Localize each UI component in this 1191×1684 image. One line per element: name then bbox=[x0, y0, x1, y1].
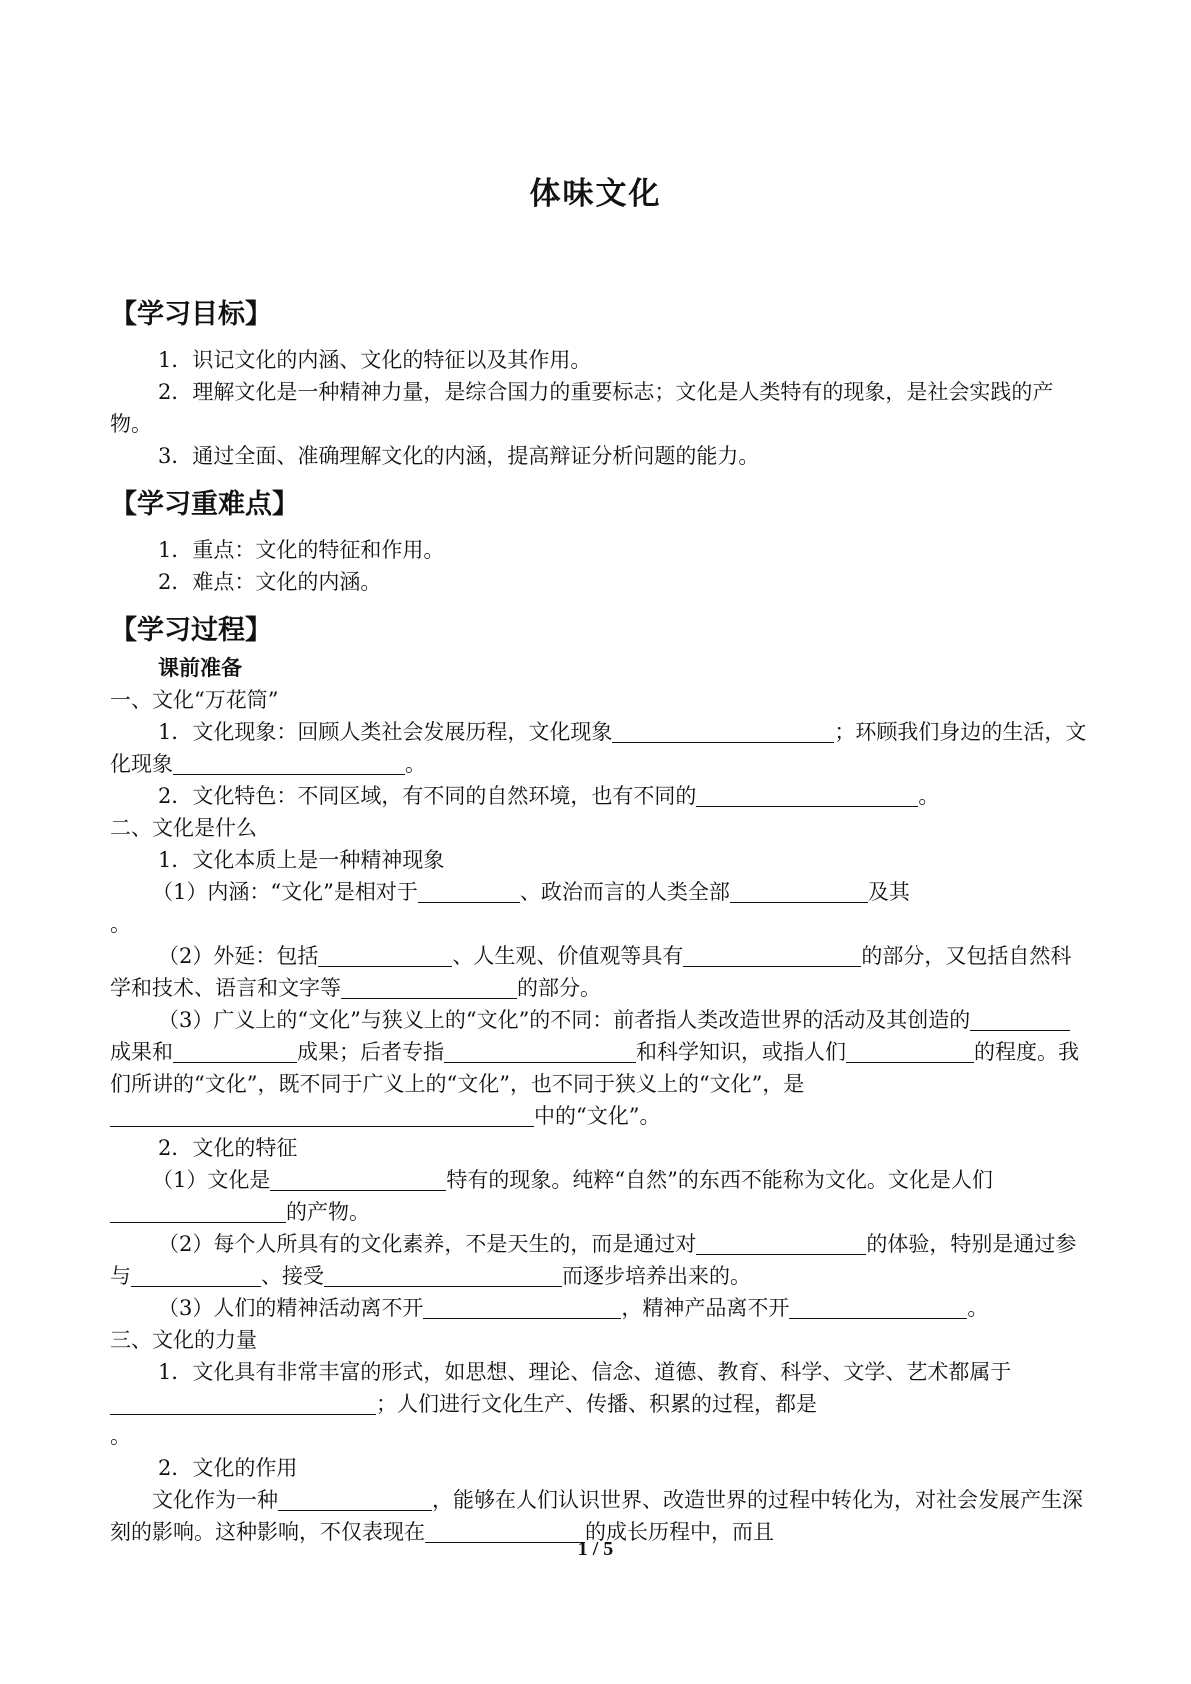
goal-item: 1．识记文化的内涵、文化的特征以及其作用。 bbox=[158, 348, 592, 372]
answer-blank[interactable] bbox=[846, 1040, 974, 1063]
section-title: 三、文化的力量 bbox=[110, 1328, 257, 1352]
fill-in-paragraph: （1）内涵：“文化”是相对于 、政治而言的人类全部 及其 。 bbox=[110, 880, 910, 936]
fill-in-paragraph: （2）外延：包括 、人生观、价值观等具有 的部分，又包括自然科学和技术、语言和文字等 的部分。 bbox=[110, 944, 1072, 1000]
answer-blank[interactable] bbox=[423, 1296, 621, 1319]
answer-blank[interactable] bbox=[110, 1200, 286, 1223]
subsection-title: 2．文化的作用 bbox=[158, 1456, 298, 1480]
subsection-title: 2．文化的特征 bbox=[158, 1136, 298, 1160]
fill-in-paragraph: （1）文化是 特有的现象。纯粹“自然”的东西不能称为文化。文化是人们的产物。 bbox=[110, 1164, 1090, 1228]
answer-blank[interactable] bbox=[110, 1104, 534, 1127]
answer-blank[interactable] bbox=[612, 720, 834, 743]
answer-blank[interactable] bbox=[110, 1392, 376, 1415]
fill-in-paragraph: （2）每个人所具有的文化素养，不是天生的，而是通过对 的体验，特别是通过参与 、接受 而逐步培养出来的。 bbox=[110, 1232, 1077, 1288]
answer-blank[interactable] bbox=[418, 880, 520, 903]
answer-blank[interactable] bbox=[318, 944, 452, 967]
answer-blank[interactable] bbox=[696, 1232, 866, 1255]
answer-blank[interactable] bbox=[278, 1488, 432, 1511]
answer-blank[interactable] bbox=[341, 976, 517, 999]
document-body bbox=[110, 294, 1090, 1548]
answer-blank[interactable] bbox=[324, 1264, 562, 1287]
answer-blank[interactable] bbox=[730, 880, 868, 903]
answer-blank[interactable] bbox=[131, 1264, 261, 1287]
goal-item: 2．理解文化是一种精神力量，是综合国力的重要标志；文化是人类特有的现象，是社会实践的产物。 bbox=[110, 380, 1054, 436]
answer-blank[interactable] bbox=[789, 1296, 967, 1319]
answer-blank[interactable] bbox=[683, 944, 861, 967]
answer-blank[interactable] bbox=[444, 1040, 636, 1063]
fill-in-paragraph: （3）广义上的“文化”与狭义上的“文化”的不同：前者指人类改造世界的活动及其创造的成果和 成果；后者专指 和科学知识，或指人们 的程度。我们所讲的“文化”，既不同于广义上的“文化”，也不同于狭义上的“文化”，是中的“文化”。 bbox=[110, 1008, 1079, 1128]
heading-learning-goals: 【学习目标】 bbox=[110, 299, 272, 330]
page-title: 体味文化 bbox=[529, 176, 662, 212]
subsection-title: 1．文化本质上是一种精神现象 bbox=[158, 848, 445, 872]
fill-in-paragraph: 2．文化特色：不同区域，有不同的自然环境，也有不同的 。 bbox=[158, 784, 940, 808]
section-title: 一、文化“万花筒” bbox=[110, 688, 279, 712]
answer-blank[interactable] bbox=[173, 1040, 297, 1063]
answer-blank[interactable] bbox=[270, 1168, 446, 1191]
fill-in-paragraph: 文化作为一种 ，能够在人们认识世界、改造世界的过程中转化为，对社会发展产生深刻的影响。这种影响，不仅表现在 的成长历程中，而且 bbox=[110, 1488, 1083, 1544]
answer-blank[interactable] bbox=[696, 784, 918, 807]
key-point-item: 2．难点：文化的内涵。 bbox=[158, 570, 382, 594]
page-number-footer: 1 / 5 bbox=[577, 1538, 614, 1560]
section-title: 二、文化是什么 bbox=[110, 816, 257, 840]
fill-in-paragraph: 1．文化具有非常丰富的形式，如思想、理论、信念、道德、教育、科学、文学、艺术都属于；人们进行文化生产、传播、积累的过程，都是 。 bbox=[110, 1360, 1012, 1448]
goal-item: 3．通过全面、准确理解文化的内涵，提高辩证分析问题的能力。 bbox=[158, 444, 760, 468]
answer-blank[interactable] bbox=[970, 1008, 1070, 1031]
subheading-preparation: 课前准备 bbox=[158, 656, 242, 680]
answer-blank[interactable] bbox=[173, 752, 405, 775]
heading-learning-process: 【学习过程】 bbox=[110, 615, 272, 646]
fill-in-paragraph: （3）人们的精神活动离不开 ，精神产品离不开 。 bbox=[158, 1296, 989, 1320]
heading-key-points: 【学习重难点】 bbox=[110, 489, 299, 520]
fill-in-paragraph: 1．文化现象：回顾人类社会发展历程，文化现象 ；环顾我们身边的生活，文化现象 。 bbox=[110, 720, 1087, 776]
key-point-item: 1．重点：文化的特征和作用。 bbox=[158, 538, 445, 562]
